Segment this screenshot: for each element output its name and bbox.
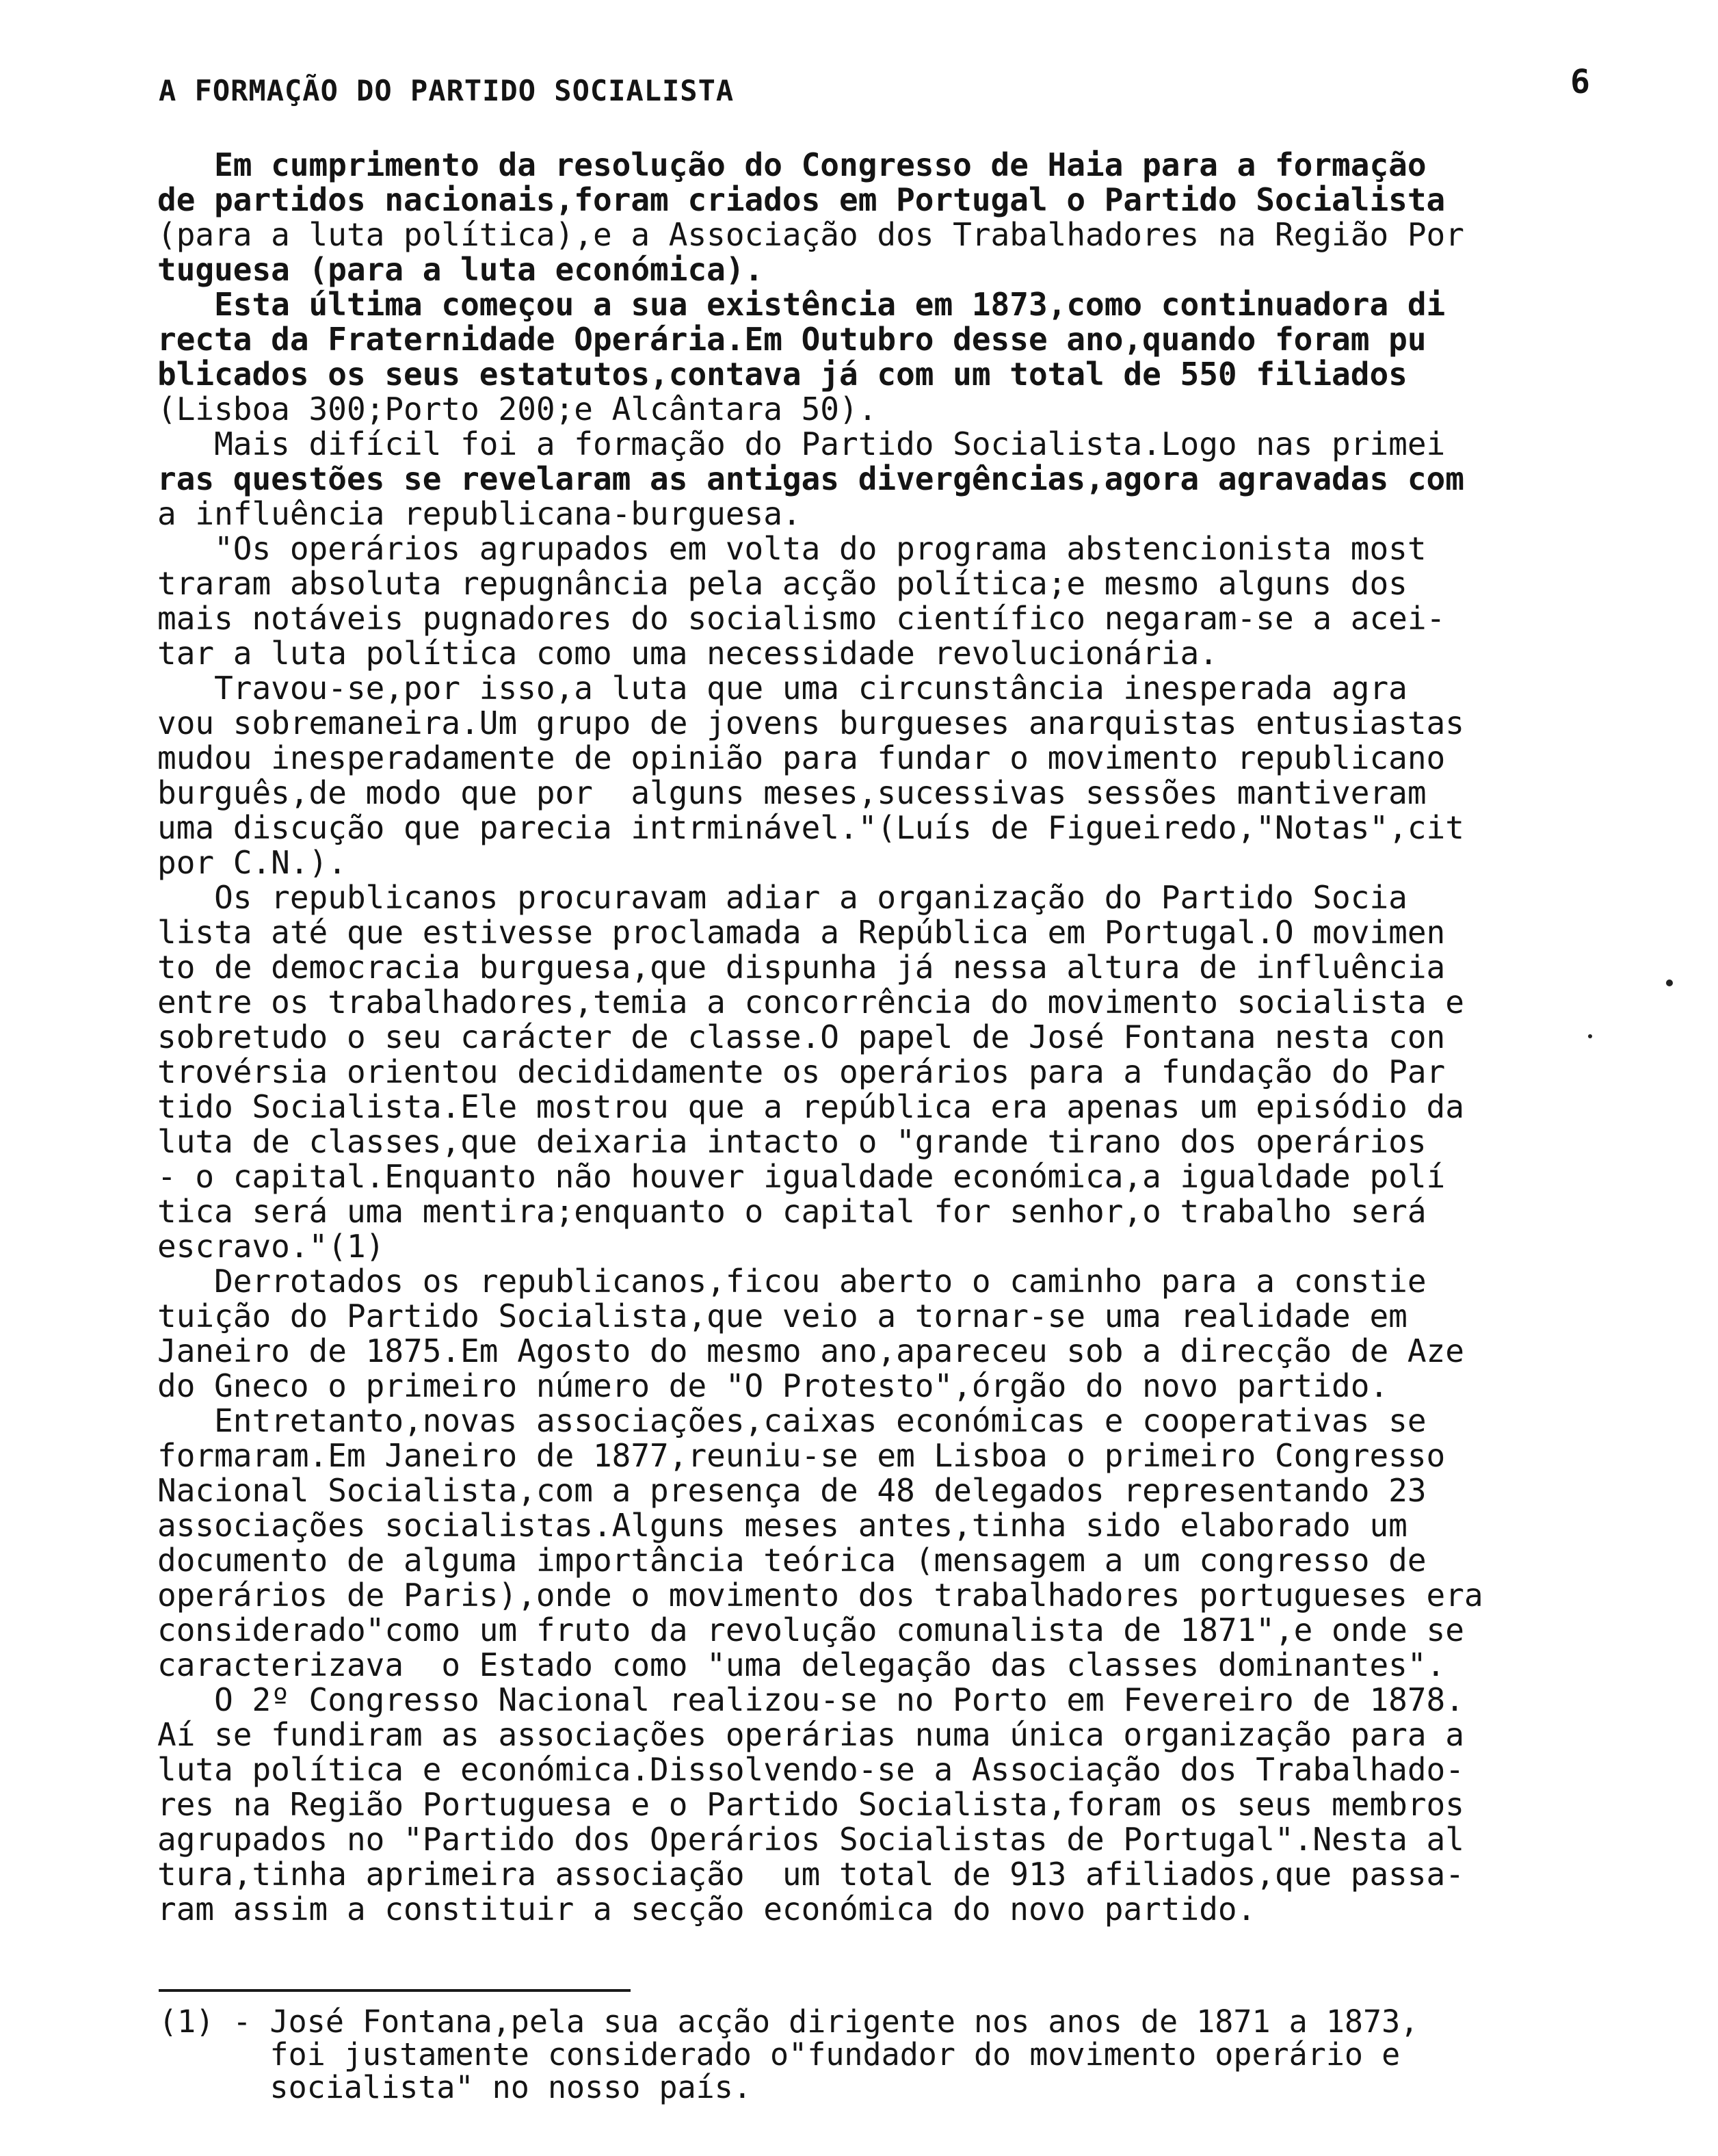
text-line: documento de alguma importância teórica (mensagem a um congresso de bbox=[157, 1542, 1427, 1579]
text-line: tuguesa (para a luta económica). bbox=[157, 251, 764, 288]
text-line: blicados os seus estatutos,contava já com um total de 550 filiados bbox=[157, 356, 1408, 393]
ink-speck bbox=[1666, 980, 1673, 986]
text-line: Janeiro de 1875.Em Agosto do mesmo ano,apareceu sob a direcção de Aze bbox=[157, 1332, 1464, 1369]
text-line: tido Socialista.Ele mostrou que a república era apenas um episódio da bbox=[157, 1088, 1464, 1125]
text-line: tica será uma mentira;enquanto o capital for senhor,o trabalho será bbox=[157, 1193, 1427, 1230]
text-line: (para a luta política),e a Associação dos Trabalhadores na Região Por bbox=[157, 216, 1464, 253]
text-line: Mais difícil foi a formação do Partido Socialista.Logo nas primei bbox=[157, 425, 1446, 462]
text-line: por C.N.). bbox=[157, 844, 347, 881]
text-line: Em cumprimento da resolução do Congresso de Haia para a formação bbox=[157, 146, 1427, 183]
text-line: sobretudo o seu carácter de classe.O papel de José Fontana nesta con bbox=[157, 1018, 1446, 1055]
text-line: Esta última começou a sua existência em 1873,como continuadora di bbox=[157, 286, 1446, 323]
text-line: associações socialistas.Alguns meses antes,tinha sido elaborado um bbox=[157, 1507, 1408, 1544]
text-line: vou sobremaneira.Um grupo de jovens burgueses anarquistas entusiastas bbox=[157, 705, 1464, 741]
text-line: entre os trabalhadores,temia a concorrência do movimento socialista e bbox=[157, 984, 1464, 1021]
footnote-divider bbox=[159, 1989, 631, 1992]
footnote-line: foi justamente considerado o"fundador do movimento operário e bbox=[159, 2036, 1401, 2073]
text-line: recta da Fraternidade Operária.Em Outubro desse ano,quando foram pu bbox=[157, 321, 1427, 358]
text-line: Entretanto,novas associações,caixas económicas e cooperativas se bbox=[157, 1402, 1427, 1439]
text-line: res na Região Portuguesa e o Partido Socialista,foram os seus membros bbox=[157, 1786, 1464, 1823]
body-text bbox=[157, 148, 1628, 1927]
text-line: Derrotados os republicanos,ficou aberto o caminho para a constie bbox=[157, 1263, 1427, 1300]
text-line: luta de classes,que deixaria intacto o "grande tirano dos operários bbox=[157, 1123, 1427, 1160]
text-line: operários de Paris),onde o movimento dos trabalhadores portugueses era bbox=[157, 1577, 1483, 1614]
text-line: caracterizava o Estado como "uma delegação das classes dominantes". bbox=[157, 1646, 1446, 1683]
footnote bbox=[159, 2003, 1629, 2105]
text-line: Travou-se,por isso,a luta que uma circunstância inesperada agra bbox=[157, 670, 1408, 707]
text-line: burguês,de modo que por alguns meses,sucessivas sessões mantiveram bbox=[157, 774, 1427, 811]
text-line: Aí se fundiram as associações operárias numa única organização para a bbox=[157, 1716, 1464, 1753]
text-line: luta política e económica.Dissolvendo-se a Associação dos Trabalhado- bbox=[157, 1751, 1464, 1788]
text-line: trovérsia orientou decididamente os operários para a fundação do Par bbox=[157, 1053, 1446, 1090]
page-number: 6 bbox=[1570, 63, 1590, 101]
page-title: A FORMAÇÃO DO PARTIDO SOCIALISTA bbox=[159, 74, 735, 107]
ink-speck bbox=[1588, 1034, 1592, 1038]
text-line: mudou inesperadamente de opinião para fundar o movimento republicano bbox=[157, 739, 1446, 776]
text-line: mais notáveis pugnadores do socialismo científico negaram-se a acei- bbox=[157, 600, 1446, 637]
text-line: (Lisboa 300;Porto 200;e Alcântara 50). bbox=[157, 391, 877, 428]
text-line: tuição do Partido Socialista,que veio a tornar-se uma realidade em bbox=[157, 1298, 1408, 1335]
text-line: traram absoluta repugnância pela acção política;e mesmo alguns dos bbox=[157, 565, 1408, 602]
text-line: agrupados no "Partido dos Operários Socialistas de Portugal".Nesta al bbox=[157, 1821, 1464, 1858]
text-line: Nacional Socialista,com a presença de 48 delegados representando 23 bbox=[157, 1472, 1427, 1509]
text-line: "Os operários agrupados em volta do programa abstencionista most bbox=[157, 530, 1427, 567]
text-line: uma discução que parecia intrminável."(Luís de Figueiredo,"Notas",cit bbox=[157, 809, 1464, 846]
text-line: O 2º Congresso Nacional realizou-se no Porto em Fevereiro de 1878. bbox=[157, 1681, 1464, 1718]
footnote-line: (1) - José Fontana,pela sua acção dirigente nos anos de 1871 a 1873, bbox=[159, 2003, 1419, 2040]
text-line: Os republicanos procuravam adiar a organização do Partido Socia bbox=[157, 879, 1408, 916]
text-line: tar a luta política como uma necessidade revolucionária. bbox=[157, 635, 1218, 672]
text-line: lista até que estivesse proclamada a República em Portugal.O movimen bbox=[157, 914, 1446, 951]
text-line: do Gneco o primeiro número de "O Protesto",órgão do novo partido. bbox=[157, 1367, 1389, 1404]
footnote-line: socialista" no nosso país. bbox=[159, 2069, 752, 2105]
text-line: de partidos nacionais,foram criados em Portugal o Partido Socialista bbox=[157, 181, 1446, 218]
text-line: escravo."(1) bbox=[157, 1228, 385, 1265]
text-line: a influência republicana-burguesa. bbox=[157, 495, 802, 532]
text-line: - o capital.Enquanto não houver igualdade económica,a igualdade polí bbox=[157, 1158, 1446, 1195]
text-line: to de democracia burguesa,que dispunha já nessa altura de influência bbox=[157, 949, 1446, 986]
text-line: ras questões se revelaram as antigas divergências,agora agravadas com bbox=[157, 460, 1464, 497]
text-line: considerado"como um fruto da revolução comunalista de 1871",e onde se bbox=[157, 1612, 1464, 1648]
text-line: formaram.Em Janeiro de 1877,reuniu-se em Lisboa o primeiro Congresso bbox=[157, 1437, 1446, 1474]
text-line: tura,tinha aprimeira associação um total de 913 afiliados,que passa- bbox=[157, 1856, 1464, 1893]
text-line: ram assim a constituir a secção económica do novo partido. bbox=[157, 1891, 1256, 1928]
